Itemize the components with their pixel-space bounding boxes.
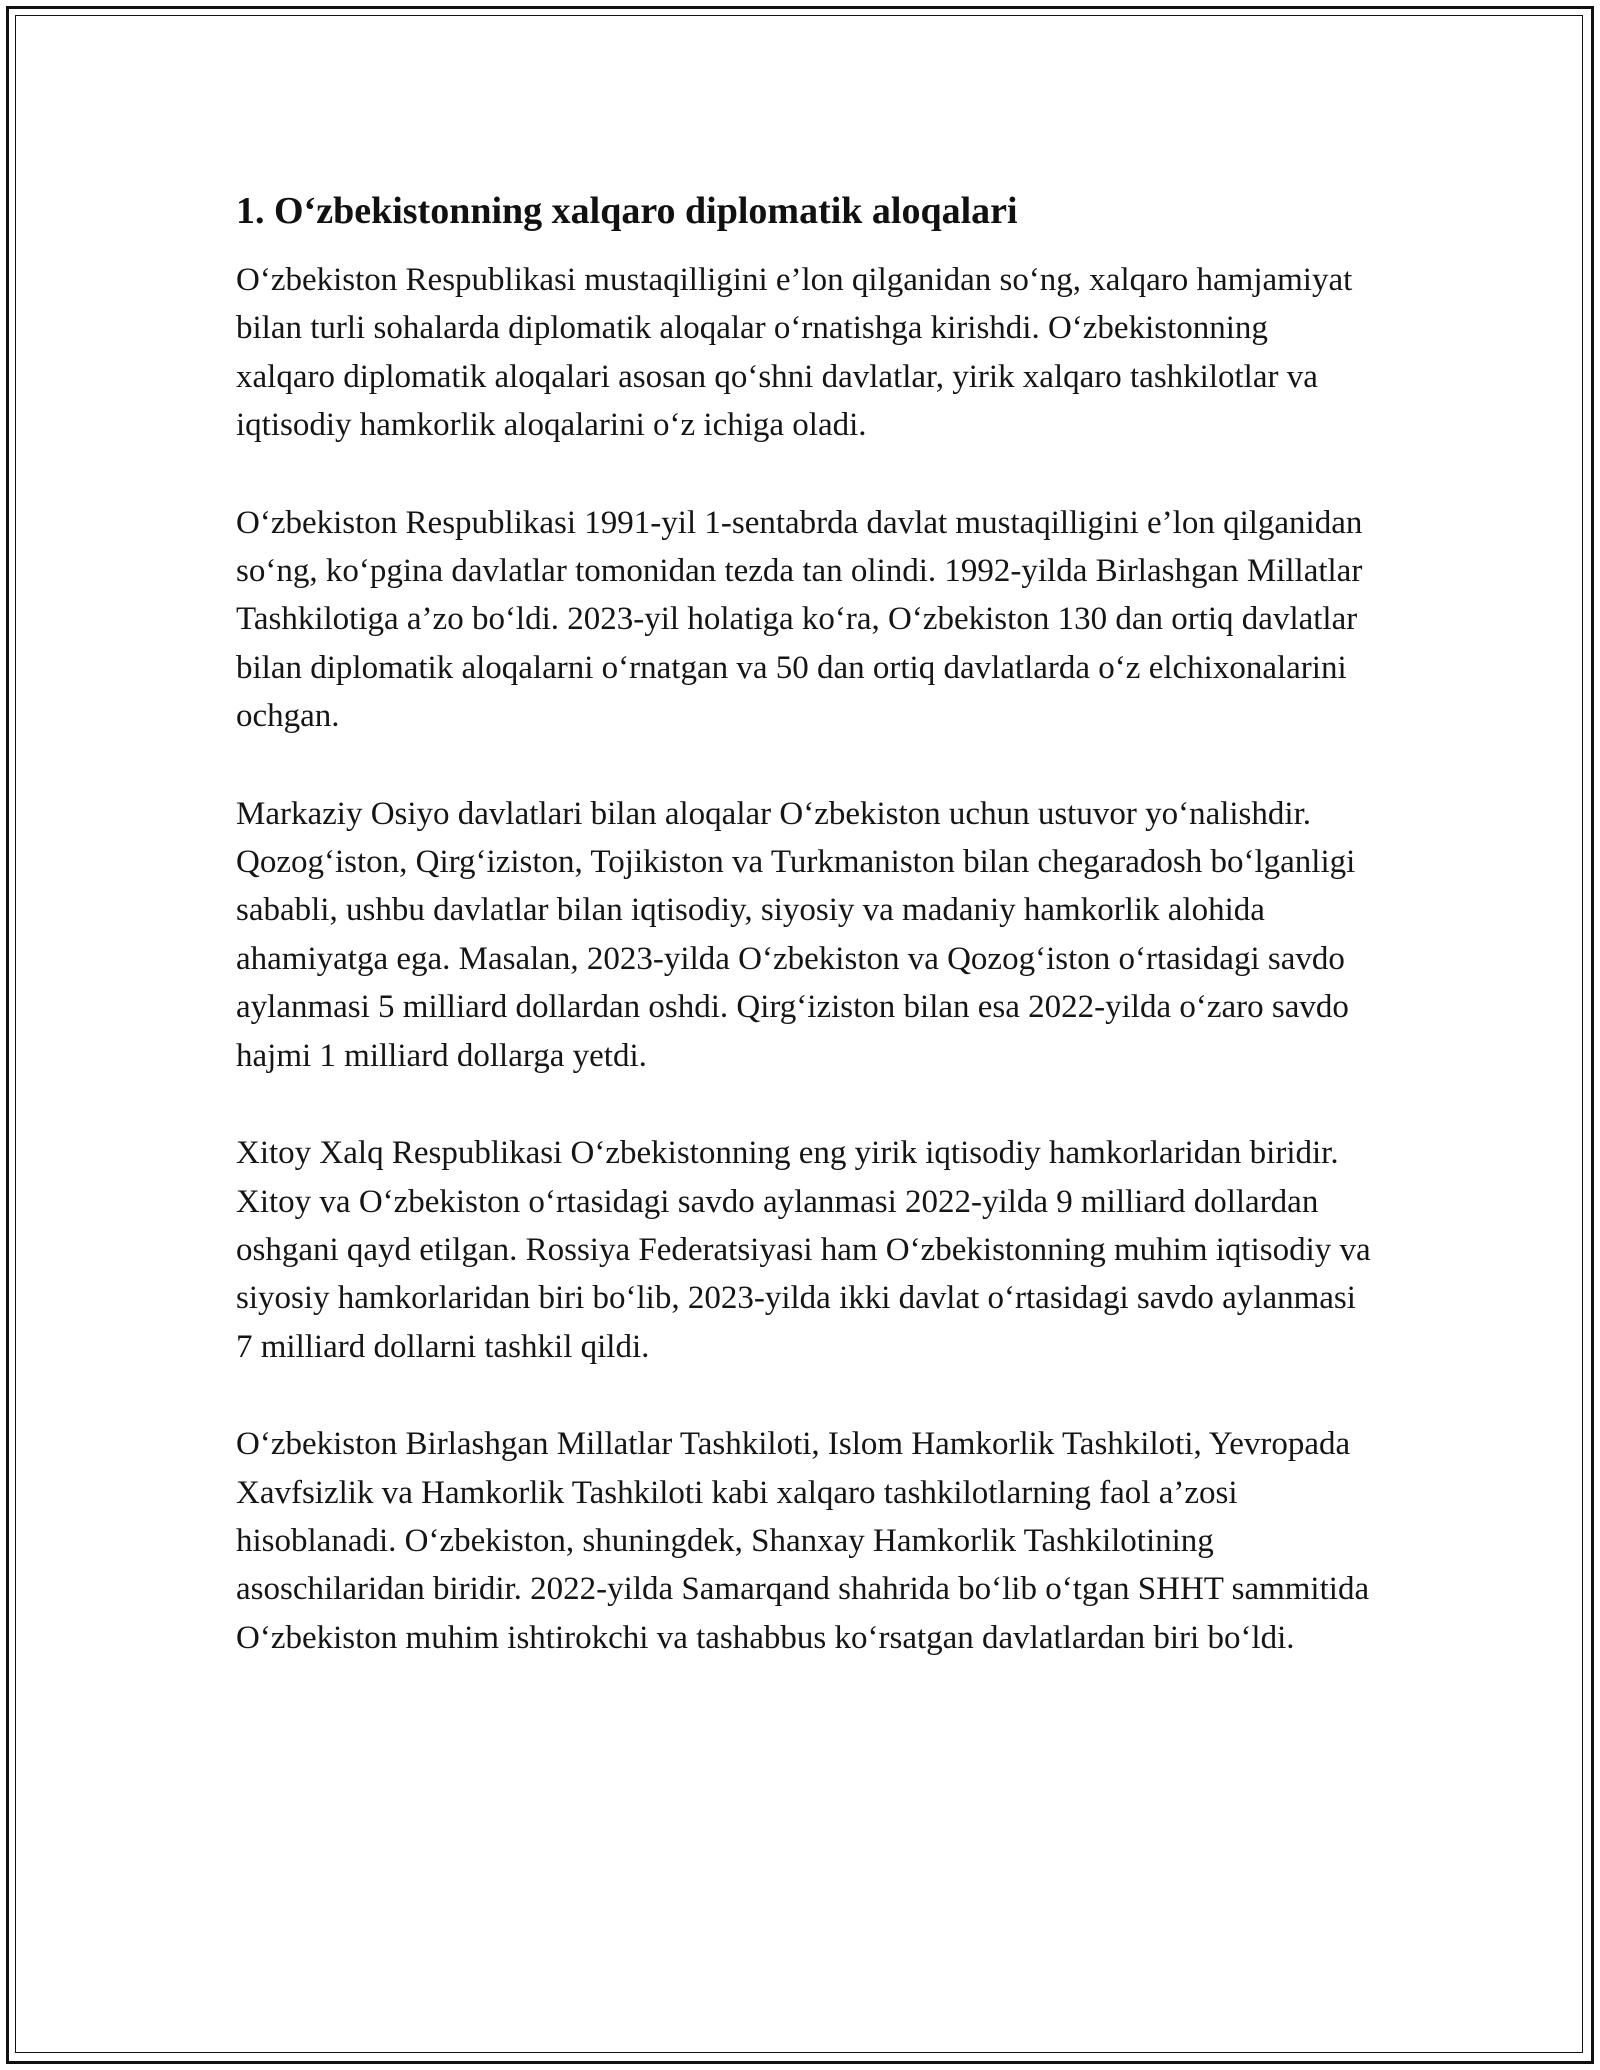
paragraph-organizations: O‘zbekiston Birlashgan Millatlar Tashkiloti, Islom Hamkorlik Tashkiloti, Yevropada Xavfsizlik va Hamkorlik Tashkiloti kabi xalqaro tashkilotlarning faol a’zosi hisoblanadi. O‘zbekiston, shuningdek, Shanxay Hamkorlik Tashkilotining asoschilaridan biridir. 2022-yilda Samarqand shahrida bo‘lib o‘tgan SHHT sammitida O‘zbekiston muhim ishtirokchi va tashabbus ko‘rsatgan davlatlardan biri bo‘ldi. xyxy=(236,1426,1370,1656)
paragraph-intro: O‘zbekiston Respublikasi mustaqilligini e’lon qilganidan so‘ng, xalqaro hamjamiyat bilan turli sohalarda diplomatik aloqalar o‘rnatishga kirishdi. O‘zbekistonning xalqaro diplomatik aloqalari asosan qo‘shni davlatlar, yirik xalqaro tashkilotlar va iqtisodiy hamkorlik aloqalarini o‘z ichiga oladi. xyxy=(236,262,1353,444)
paragraph-china-russia: Xitoy Xalq Respublikasi O‘zbekistonning eng yirik iqtisodiy hamkorlaridan biridir. Xitoy va O‘zbekiston o‘rtasidagi savdo aylanmasi 2022-yilda 9 milliard dollardan oshgani qayd etilgan. Rossiya Federatsiyasi ham O‘zbekistonning muhim iqtisodiy va siyosiy hamkorlaridan biri bo‘lib, 2023-yilda ikki davlat o‘rtasidagi savdo aylanmasi 7 milliard dollarni tashkil qildi. xyxy=(236,1135,1371,1365)
document-body xyxy=(236,186,1371,1711)
paragraph-central-asia: Markaziy Osiyo davlatlari bilan aloqalar O‘zbekiston uchun ustuvor yo‘nalishdir. Qozog‘iston, Qirg‘iziston, Tojikiston va Turkmaniston bilan chegaradosh bo‘lganligi sababli, ushbu davlatlar bilan iqtisodiy, siyosiy va madaniy hamkorlik alohida ahamiyatga ega. Masalan, 2023-yilda O‘zbekiston va Qozog‘iston o‘rtasidagi savdo aylanmasi 5 milliard dollardan oshdi. Qirg‘iziston bilan esa 2022-yilda o‘zaro savdo hajmi 1 milliard dollarga yetdi. xyxy=(236,795,1356,1074)
section-heading: 1. O‘zbekistonning xalqaro diplomatik aloqalari xyxy=(236,190,1018,232)
paragraph-independence: O‘zbekiston Respublikasi 1991-yil 1-sentabrda davlat mustaqilligini e’lon qilganidan so‘ng, ko‘pgina davlatlar tomonidan tezda tan olindi. 1992-yilda Birlashgan Millatlar Tashkilotiga a’zo bo‘ldi. 2023-yil holatiga ko‘ra, O‘zbekiston 130 dan ortiq davlatlar bilan diplomatik aloqalarni o‘rnatgan va 50 dan ortiq davlatlarda o‘z elchixonalarini ochgan. xyxy=(236,504,1363,735)
